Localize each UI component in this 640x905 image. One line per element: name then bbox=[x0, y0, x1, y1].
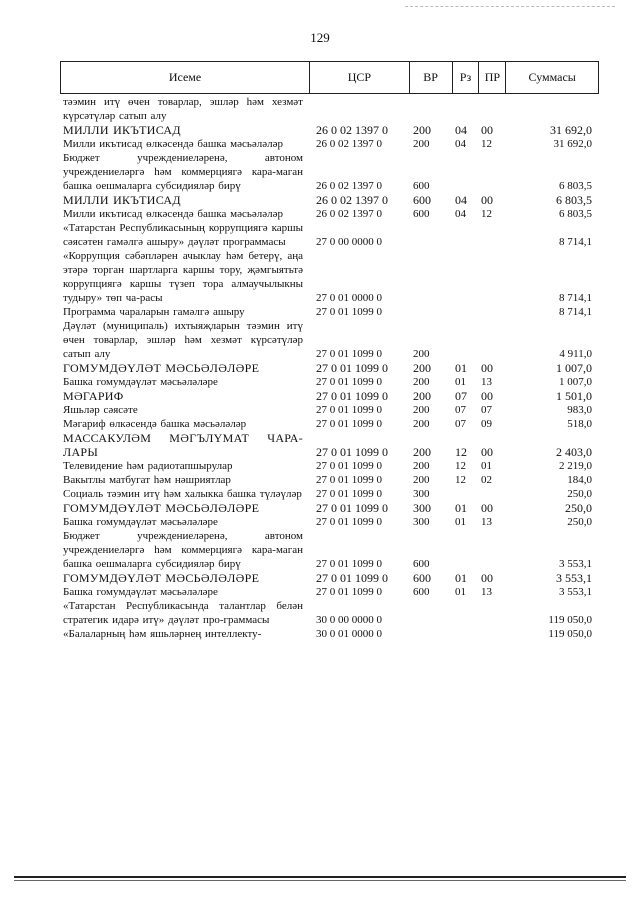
row-sum: 119 050,0 bbox=[548, 614, 592, 626]
row-rz: 01 bbox=[455, 516, 466, 528]
table-row bbox=[63, 389, 595, 403]
row-name: ГОМУМДӘҮЛӘТ МӘСЬӘЛӘЛӘРЕ bbox=[63, 571, 260, 585]
table-row bbox=[63, 627, 595, 641]
row-rz: 04 bbox=[455, 138, 466, 150]
table-row bbox=[63, 207, 595, 221]
row-sum: 3 553,1 bbox=[559, 558, 592, 570]
row-csr: 27 0 01 1099 0 bbox=[316, 445, 388, 459]
table-header bbox=[60, 61, 599, 94]
header-rz: Рз bbox=[453, 62, 480, 93]
table-row bbox=[63, 459, 595, 473]
row-name: Дәүләт (муниципаль) ихтыяҗларын тәэмин итү өчен товарлар, эшләр һәм хезмәт күрсәтүләр сатып алу bbox=[63, 320, 303, 360]
row-csr: 27 0 01 1099 0 bbox=[316, 376, 382, 388]
scan-artifact-dashes bbox=[405, 6, 615, 9]
row-name: Бюджет учреждениеләренә, автоном учреждениеләргә һәм коммерциягә кара-маган башка оешмаларга субсидияләр бирү bbox=[63, 152, 303, 192]
row-csr: 26 0 02 1397 0 bbox=[316, 208, 382, 220]
row-csr: 27 0 01 1099 0 bbox=[316, 348, 382, 360]
table-row bbox=[63, 137, 595, 151]
row-csr: 27 0 01 1099 0 bbox=[316, 361, 388, 375]
row-rz: 12 bbox=[455, 460, 466, 472]
row-rz: 01 bbox=[455, 361, 467, 375]
row-pr: 00 bbox=[481, 193, 493, 207]
row-vr: 200 bbox=[413, 418, 430, 430]
table-row bbox=[63, 529, 595, 571]
row-name: тәэмин итү өчен товарлар, эшләр һәм хезмәт күрсәтүләр сатып алу bbox=[63, 96, 303, 122]
row-rz: 01 bbox=[455, 501, 467, 515]
row-sum: 1 007,0 bbox=[559, 376, 592, 388]
row-name: Мәгариф өлкәсендә башка мәсьәләләр bbox=[63, 418, 247, 430]
table-row bbox=[63, 487, 595, 501]
table-row bbox=[63, 599, 595, 627]
row-sum: 983,0 bbox=[567, 404, 592, 416]
table-row bbox=[63, 501, 595, 515]
table-row bbox=[63, 361, 595, 375]
row-pr: 13 bbox=[481, 586, 492, 598]
row-name: Программа чараларын гамәлгә ашыру bbox=[63, 306, 245, 318]
row-csr: 27 0 01 1099 0 bbox=[316, 389, 388, 403]
table-row bbox=[63, 249, 595, 305]
row-name: Милли икътисад өлкәсендә башка мәсьәләләр bbox=[63, 138, 283, 150]
row-sum: 6 803,5 bbox=[559, 180, 592, 192]
row-csr: 27 0 01 1099 0 bbox=[316, 516, 382, 528]
row-pr: 00 bbox=[481, 501, 493, 515]
row-name: Милли икътисад өлкәсендә башка мәсьәләләр bbox=[63, 208, 283, 220]
table-row bbox=[63, 515, 595, 529]
row-name: МӘГАРИФ bbox=[63, 389, 124, 403]
row-rz: 04 bbox=[455, 193, 467, 207]
row-csr: 26 0 02 1397 0 bbox=[316, 123, 388, 137]
row-csr: 27 0 01 1099 0 bbox=[316, 404, 382, 416]
row-sum: 184,0 bbox=[567, 474, 592, 486]
row-vr: 600 bbox=[413, 180, 430, 192]
row-vr: 200 bbox=[413, 404, 430, 416]
row-vr: 600 bbox=[413, 558, 430, 570]
row-pr: 09 bbox=[481, 418, 492, 430]
row-sum: 250,0 bbox=[567, 488, 592, 500]
row-csr: 27 0 00 0000 0 bbox=[316, 236, 382, 248]
row-csr: 27 0 01 1099 0 bbox=[316, 501, 388, 515]
row-vr: 200 bbox=[413, 361, 431, 375]
row-csr: 27 0 01 1099 0 bbox=[316, 558, 382, 570]
row-vr: 200 bbox=[413, 123, 431, 137]
row-csr: 27 0 01 1099 0 bbox=[316, 306, 382, 318]
page-number: 129 bbox=[310, 30, 330, 45]
row-sum: 250,0 bbox=[567, 516, 592, 528]
table-body bbox=[63, 95, 595, 641]
row-name: Башка гомумдәүләт мәсьәләләре bbox=[63, 516, 218, 528]
row-csr: 27 0 01 1099 0 bbox=[316, 474, 382, 486]
row-csr: 27 0 01 1099 0 bbox=[316, 571, 388, 585]
row-vr: 300 bbox=[413, 516, 430, 528]
row-name: МАССАКУЛӘМ МӘГЪЛҮМАТ ЧАРА-ЛАРЫ bbox=[63, 431, 303, 459]
row-rz: 07 bbox=[455, 389, 467, 403]
row-vr: 200 bbox=[413, 376, 430, 388]
table-row bbox=[63, 403, 595, 417]
row-sum: 31 692,0 bbox=[553, 138, 592, 150]
header-vr: ВР bbox=[410, 62, 453, 93]
row-csr: 27 0 01 0000 0 bbox=[316, 292, 382, 304]
row-sum: 6 803,5 bbox=[556, 193, 592, 207]
row-name: МИЛЛИ ИКЪТИСАД bbox=[63, 193, 181, 207]
row-vr: 200 bbox=[413, 460, 430, 472]
row-pr: 13 bbox=[481, 376, 492, 388]
table-row bbox=[63, 123, 595, 137]
row-rz: 07 bbox=[455, 404, 466, 416]
row-sum: 31 692,0 bbox=[550, 123, 592, 137]
row-csr: 27 0 01 1099 0 bbox=[316, 488, 382, 500]
row-name: Яшьләр сәясәте bbox=[63, 404, 138, 416]
row-rz: 01 bbox=[455, 586, 466, 598]
row-sum: 3 553,1 bbox=[556, 571, 592, 585]
row-csr: 30 0 00 0000 0 bbox=[316, 614, 382, 626]
header-name: Исеме bbox=[61, 62, 310, 93]
row-name: «Балаларның һәм яшьләрнең интеллекту- bbox=[63, 628, 262, 640]
row-pr: 00 bbox=[481, 123, 493, 137]
row-sum: 1 007,0 bbox=[556, 361, 592, 375]
row-pr: 00 bbox=[481, 389, 493, 403]
row-name: «Коррупция сәбәпләрен ачыклау һәм бетерү, аңа этәрә торган шартларга каршы тору, җәмгыятьтә коррупциягә каршы түзеп тора алмаучылыкны тудыру» төп ча-расы bbox=[63, 250, 303, 304]
row-csr: 26 0 02 1397 0 bbox=[316, 138, 382, 150]
row-vr: 200 bbox=[413, 389, 431, 403]
row-pr: 07 bbox=[481, 404, 492, 416]
row-pr: 00 bbox=[481, 361, 493, 375]
row-pr: 13 bbox=[481, 516, 492, 528]
row-sum: 8 714,1 bbox=[559, 292, 592, 304]
row-csr: 26 0 02 1397 0 bbox=[316, 193, 388, 207]
page-bottom-rule bbox=[14, 876, 626, 878]
row-sum: 2 403,0 bbox=[556, 445, 592, 459]
row-sum: 4 911,0 bbox=[559, 348, 592, 360]
row-rz: 12 bbox=[455, 445, 467, 459]
table-row bbox=[63, 305, 595, 319]
row-csr: 30 0 01 0000 0 bbox=[316, 628, 382, 640]
row-vr: 600 bbox=[413, 193, 431, 207]
table-row bbox=[63, 473, 595, 487]
table-row bbox=[63, 585, 595, 599]
row-name: ГОМУМДӘҮЛӘТ МӘСЬӘЛӘЛӘРЕ bbox=[63, 361, 260, 375]
row-name: Башка гомумдәүләт мәсьәләләре bbox=[63, 586, 218, 598]
row-csr: 27 0 01 1099 0 bbox=[316, 460, 382, 472]
row-sum: 6 803,5 bbox=[559, 208, 592, 220]
table-row bbox=[63, 375, 595, 389]
table-row bbox=[63, 431, 595, 459]
row-name: Социаль тәэмин итү һәм халыкка башка түләүләр bbox=[63, 488, 302, 500]
row-rz: 12 bbox=[455, 474, 466, 486]
row-csr: 27 0 01 1099 0 bbox=[316, 418, 382, 430]
row-rz: 01 bbox=[455, 571, 467, 585]
row-rz: 04 bbox=[455, 123, 467, 137]
header-sum: Суммасы bbox=[528, 70, 576, 84]
row-pr: 00 bbox=[481, 571, 493, 585]
table-row bbox=[63, 417, 595, 431]
row-name: Телевидение һәм радиотапшырулар bbox=[63, 460, 233, 472]
row-sum: 1 501,0 bbox=[556, 389, 592, 403]
table-row bbox=[63, 95, 595, 123]
row-name: Вакытлы матбугат һәм нәшриятлар bbox=[63, 474, 231, 486]
row-sum: 8 714,1 bbox=[559, 236, 592, 248]
row-pr: 12 bbox=[481, 138, 492, 150]
header-csr: ЦСР bbox=[310, 62, 410, 93]
row-vr: 200 bbox=[413, 348, 430, 360]
row-vr: 300 bbox=[413, 488, 430, 500]
page-bottom-rule-thin bbox=[14, 880, 626, 881]
row-csr: 27 0 01 1099 0 bbox=[316, 586, 382, 598]
row-rz: 07 bbox=[455, 418, 466, 430]
row-sum: 8 714,1 bbox=[559, 306, 592, 318]
row-sum: 3 553,1 bbox=[559, 586, 592, 598]
row-vr: 600 bbox=[413, 571, 431, 585]
row-name: МИЛЛИ ИКЪТИСАД bbox=[63, 123, 181, 137]
row-sum: 518,0 bbox=[567, 418, 592, 430]
row-pr: 02 bbox=[481, 474, 492, 486]
row-rz: 04 bbox=[455, 208, 466, 220]
row-sum: 119 050,0 bbox=[548, 628, 592, 640]
header-pr: ПР bbox=[479, 62, 506, 93]
row-name: ГОМУМДӘҮЛӘТ МӘСЬӘЛӘЛӘРЕ bbox=[63, 501, 260, 515]
row-rz: 01 bbox=[455, 376, 466, 388]
table-row bbox=[63, 571, 595, 585]
row-name: «Татарстан Республикасының коррупциягә каршы сәясәтен гамәлгә ашыру» дәүләт программасы bbox=[63, 222, 303, 248]
row-pr: 00 bbox=[481, 445, 493, 459]
table-row bbox=[63, 319, 595, 361]
row-vr: 600 bbox=[413, 586, 430, 598]
row-vr: 600 bbox=[413, 208, 430, 220]
row-vr: 200 bbox=[413, 474, 430, 486]
row-csr: 26 0 02 1397 0 bbox=[316, 180, 382, 192]
row-name: Бюджет учреждениеләренә, автоном учреждениеләргә һәм коммерциягә кара-маган башка оешмаларга субсидияләр бирү bbox=[63, 530, 303, 570]
row-name: Башка гомумдәүләт мәсьәләләре bbox=[63, 376, 218, 388]
row-pr: 01 bbox=[481, 460, 492, 472]
table-row bbox=[63, 193, 595, 207]
row-name: «Татарстан Республикасында талантлар белән стратегик идарә итү» дәүләт про-граммасы bbox=[63, 600, 303, 626]
row-pr: 12 bbox=[481, 208, 492, 220]
table-row bbox=[63, 151, 595, 193]
row-vr: 300 bbox=[413, 501, 431, 515]
row-sum: 2 219,0 bbox=[559, 460, 592, 472]
table-row bbox=[63, 221, 595, 249]
row-vr: 200 bbox=[413, 445, 431, 459]
row-sum: 250,0 bbox=[565, 501, 592, 515]
row-vr: 200 bbox=[413, 138, 430, 150]
